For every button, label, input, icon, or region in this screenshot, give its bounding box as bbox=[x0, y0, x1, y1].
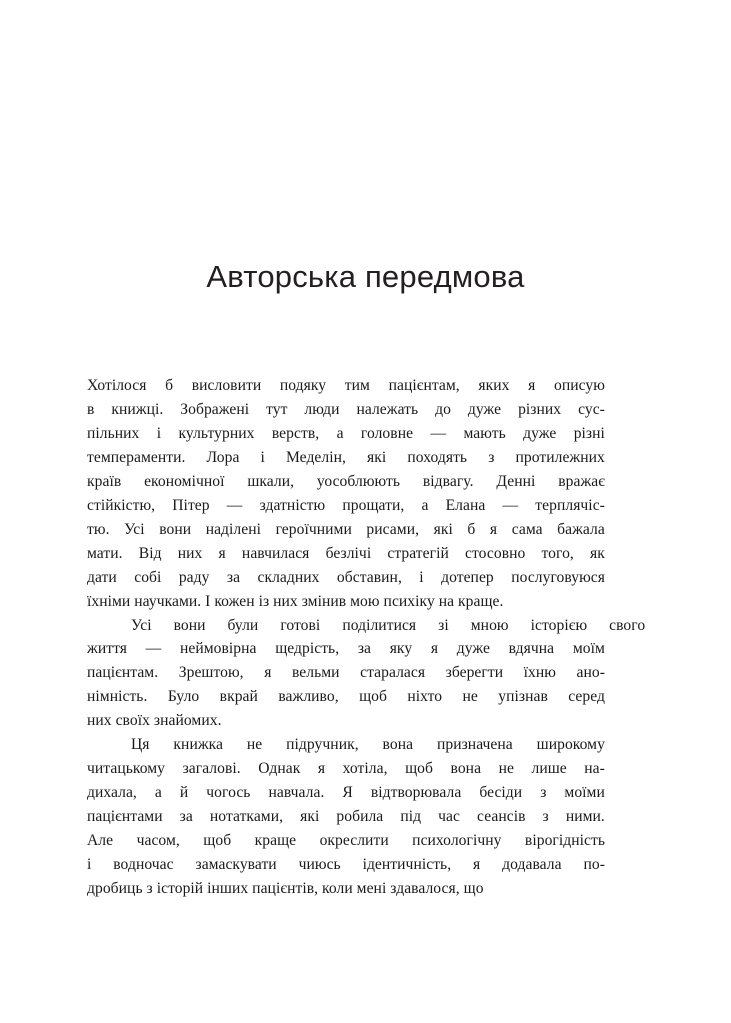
text-line: німність. Було вкрай важливо, щоб ніхто не упізнав серед bbox=[87, 688, 605, 706]
paragraph bbox=[87, 614, 646, 734]
text-line: пацієнтами за нотатками, які робила під час сеансів з ними. bbox=[87, 808, 605, 826]
text-line: Хотілося б висловити подяку тим пацієнтам, яких я описую bbox=[87, 377, 605, 394]
text-line: темпераменти. Лора і Меделін, які походять з протилежних bbox=[87, 448, 605, 466]
paragraph bbox=[87, 374, 605, 614]
page-title: Авторська передмова bbox=[206, 258, 525, 294]
text-line: пацієнтам. Зрештою, я вельми старалася зберегти їхню ано- bbox=[87, 664, 605, 682]
body-text-block bbox=[87, 374, 646, 901]
text-line: Ця книжка не підручник, вона призначена широкому bbox=[131, 736, 605, 754]
text-line: них своїх знайомих. bbox=[87, 712, 222, 730]
paragraph bbox=[87, 733, 605, 901]
text-line: пільних і культурних верств, а головне — мають дуже різні bbox=[87, 424, 605, 442]
text-line: мати. Від них я навчилася безлічі стратегій стосовно того, як bbox=[87, 544, 605, 562]
text-line: в книжці. Зображені тут люди належать до дуже різних сус- bbox=[87, 400, 605, 418]
text-line: дати собі раду за складних обставин, і дотепер послуговуюся bbox=[87, 568, 605, 586]
text-line: і водночас замаскувати чиюсь ідентичність, я додавала по- bbox=[87, 856, 605, 874]
text-line: їхніми научками. І кожен із них змінив мою психіку на краще. bbox=[87, 592, 504, 610]
text-line: життя — неймовірна щедрість, за яку я дуже вдячна моїм bbox=[87, 640, 605, 658]
text-line: дробиць з історій інших пацієнтів, коли мені здавалося, що bbox=[87, 880, 484, 898]
text-line: читацькому загалові. Однак я хотіла, щоб вона не лише на- bbox=[87, 760, 605, 778]
text-line: країв економічної шкали, уособлюють відвагу. Денні вражає bbox=[87, 472, 605, 490]
text-line: Усі вони були готові поділитися зі мною історією свого bbox=[131, 616, 646, 634]
text-line: Але часом, щоб краще окреслити психологічну вірогідність bbox=[87, 832, 605, 850]
text-line: дихала, а й чогось навчала. Я відтворювала бесіди з моїми bbox=[87, 784, 605, 802]
text-line: стійкістю, Пітер — здатністю прощати, а Елана — терплячіс- bbox=[87, 496, 605, 514]
text-line: тю. Усі вони наділені героїчними рисами, які б я сама бажала bbox=[87, 520, 605, 538]
